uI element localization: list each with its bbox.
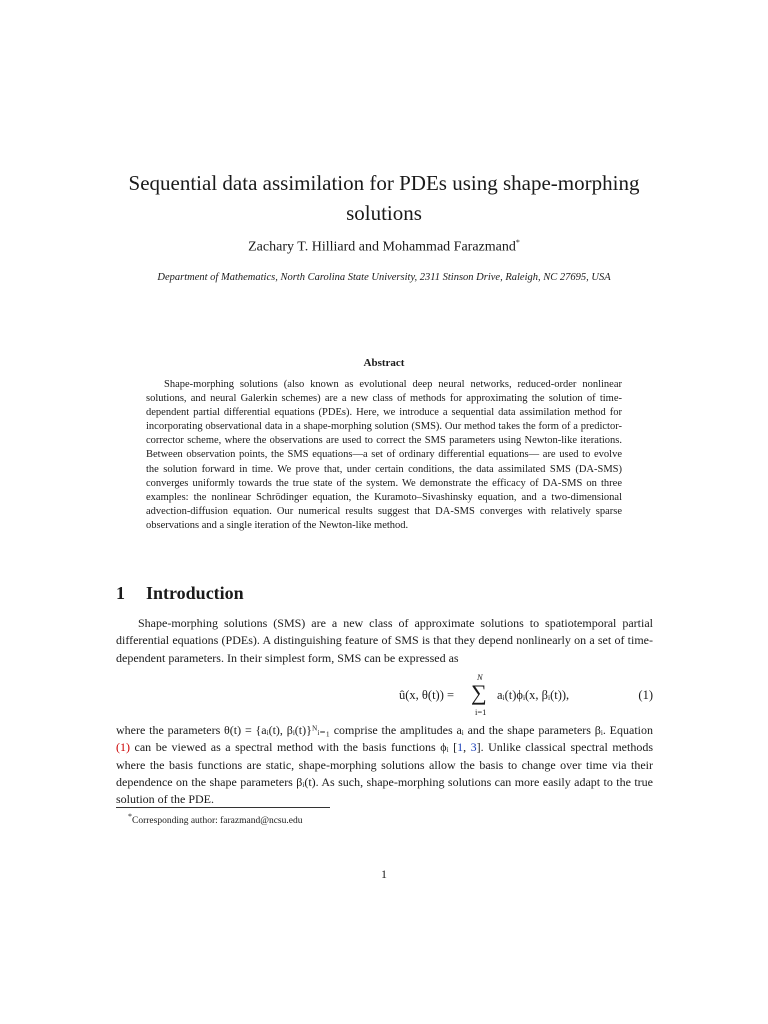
footnote-mark: *: [128, 812, 132, 821]
footnote-rule: [116, 807, 330, 808]
paper-title: Sequential data assimilation for PDEs using shape-morphing solutions: [128, 171, 640, 225]
summation-symbol: ∑: [471, 680, 487, 705]
citation-link-3[interactable]: 3: [470, 740, 477, 755]
para2-part-a: where the parameters θ(t) = {aᵢ(t), βᵢ(t)}ᴺᵢ₌₁ comprise the amplitudes aᵢ and the shape parameters βᵢ. Equation: [116, 723, 653, 737]
section-heading: [116, 583, 244, 604]
author-footnote-mark: *: [515, 238, 520, 247]
abstract-text: Shape-morphing solutions (also known as evolutional deep neural networks, reduced-order nonlinear solutions, and neural Galerkin schemes) are a new class of methods for approximating the solution of time-dependent partial differential equations (PDEs). Here, we introduce a sequential data assimilation method for incorporating observational data in a shape-morphing solution (SMS). Our method takes the form of a predictor-corrector scheme, where the observations are used to correct the SMS parameters using Newton-like iterations. Between observation points, the SMS equations—a set of ordinary differential equations— are used to evolve the solution forward in time. We prove that, under certain conditions, the data assimilated SMS (DA-SMS) converges uniformly towards the true state of the system. We demonstrate the efficacy of DA-SMS on three examples: the nonlinear Schrödinger equation, the Kuramoto–Sivashinsky equation, and a two-dimensional advection-diffusion equation. Our numerical results suggest that DA-SMS converges with relatively sparse observations and a single iteration of the Newton-like method.: [146, 379, 622, 531]
sum-upper-limit: N: [477, 672, 483, 682]
author-names: Zachary T. Hilliard and Mohammad Farazmand: [248, 239, 516, 255]
citation-link-1[interactable]: 1: [457, 740, 464, 755]
affiliation: Department of Mathematics, North Carolina State University, 2311 Stinson Drive, Raleigh, NC 27695, USA: [157, 272, 611, 283]
cite-separator: ,: [463, 740, 471, 755]
intro-paragraph-1: Shape-morphing solutions (SMS) are a new class of approximate solutions to spatiotemporal partial differential equations (PDEs). A distinguishing feature of SMS is that they depend nonlinearly on a set of time-dependent parameters. In their simplest form, SMS can be expressed as: [116, 616, 653, 665]
page-number: 1: [381, 867, 387, 881]
footnote: [128, 812, 302, 826]
author-line: [100, 238, 668, 256]
abstract-heading: Abstract: [363, 357, 405, 369]
equation-rhs: aᵢ(t)ϕᵢ(x, βᵢ(t)),: [497, 688, 570, 702]
equation-ref-link[interactable]: (1): [116, 740, 130, 755]
equation-lhs: û(x, θ(t)) =: [399, 688, 455, 702]
equation-1: [116, 672, 653, 720]
equation-number: (1): [638, 688, 653, 702]
sum-lower-limit: i=1: [475, 707, 487, 717]
section-title: Introduction: [146, 583, 244, 603]
section-number: 1: [116, 583, 125, 603]
cite-close: ]: [476, 740, 481, 755]
para2-part-b: can be viewed as a spectral method with the basis functions ϕᵢ: [130, 740, 454, 755]
intro-paragraph-2: [116, 722, 653, 808]
footnote-text: Corresponding author: farazmand@ncsu.edu: [132, 816, 303, 827]
para2-part-c: . Unlike classical spectral methods where the basis functions are static, shape-morphing solutions allow the basis to change over time via their dependence on the shape parameters βᵢ(t). As such, shape-morphing solutions can more easily adapt to the true solution of the PDE.: [116, 740, 653, 807]
cite-open: [: [453, 740, 458, 755]
